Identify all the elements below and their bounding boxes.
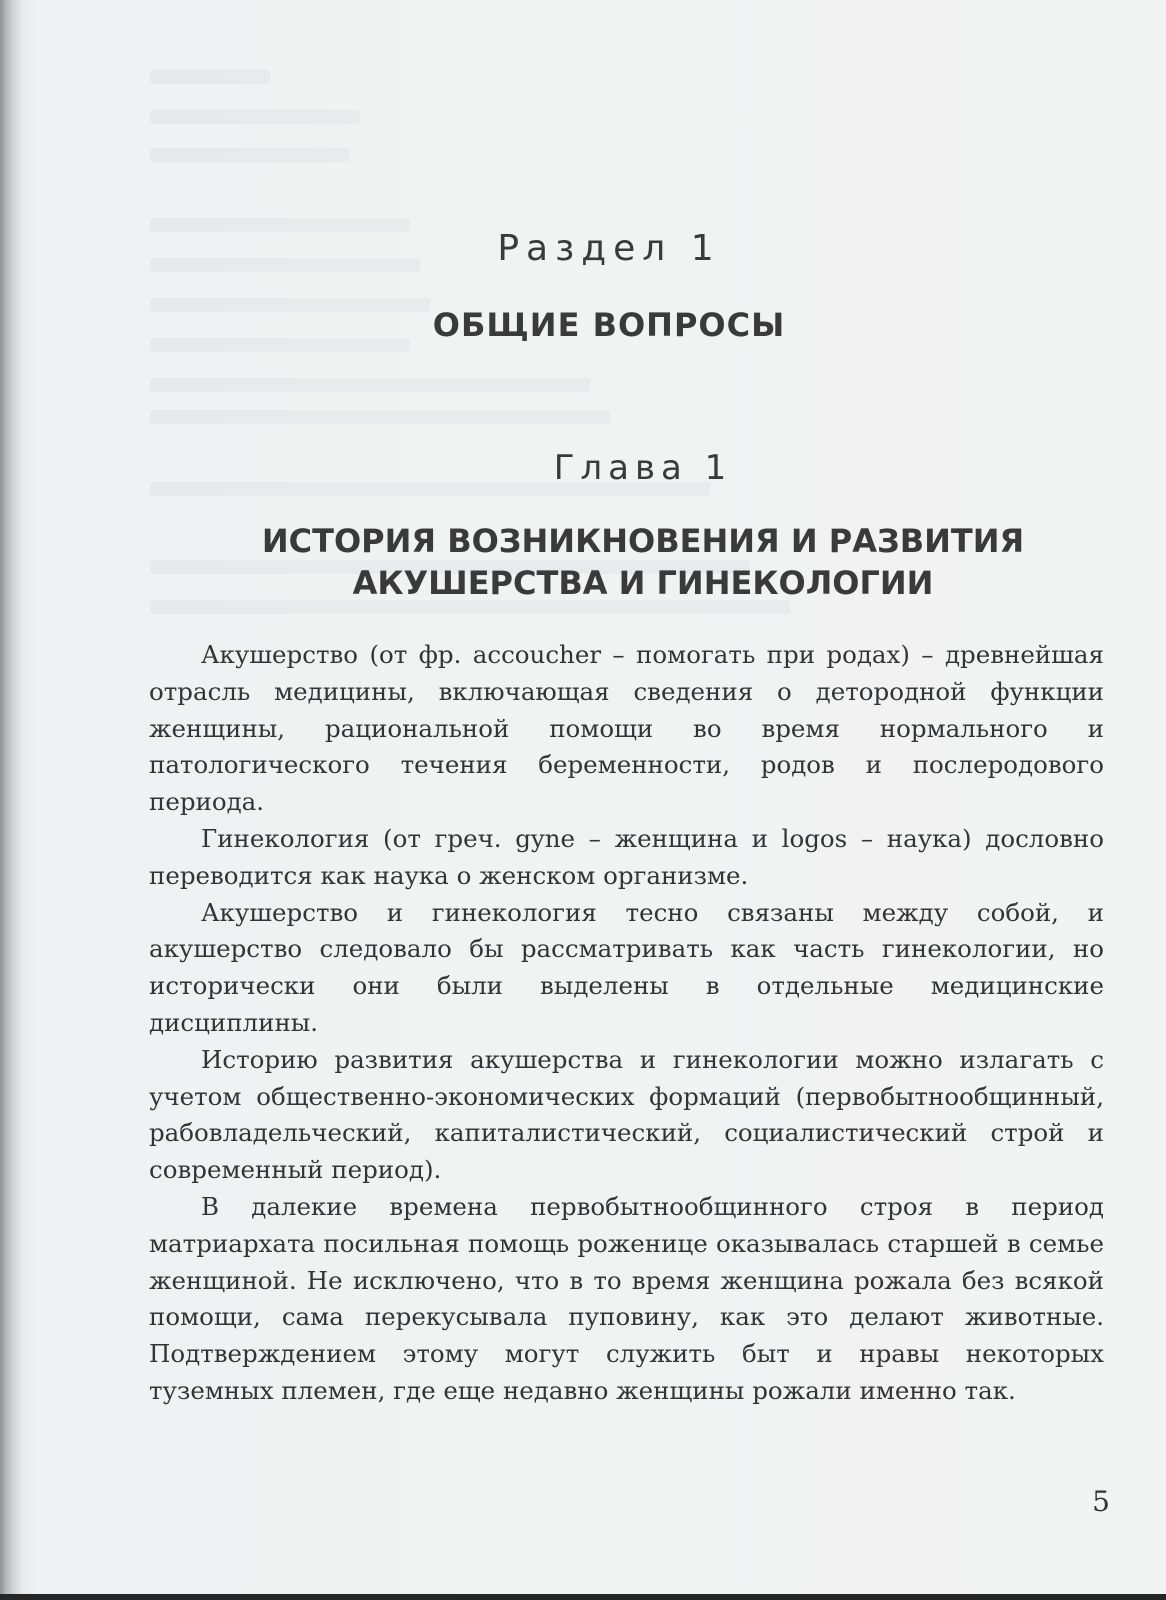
body-text: [149, 637, 1104, 1410]
binding-edge: [0, 0, 22, 1600]
paragraph: В далекие времена первобытнообщинного строя в период матриархата посильная помощь роженице оказывалась старшей в семье женщиной. Не исключено, что в то время женщина рожала без всякой помощи, сама перекусывала пуповину, как это делают животные. Подтверждением этому могут служить быт и нравы некоторых туземных племен, где еще недавно женщины рожали именно так.: [149, 1191, 1104, 1405]
paragraph: Акушерство и гинекология тесно связаны между собой, и акушерство следовало бы рассматривать как часть гинекологии, но исторически они были выделены в отдельные медицинские дисциплины.: [149, 897, 1104, 1037]
paragraph: Гинекология (от греч. gyne – женщина и logos – наука) дословно переводится как наука о женском организме.: [149, 823, 1104, 890]
chapter-title-line: ИСТОРИЯ ВОЗНИКНОВЕНИЯ И РАЗВИТИЯ: [261, 522, 1025, 560]
show-through: [150, 110, 360, 124]
show-through: [150, 70, 270, 84]
show-through: [150, 410, 610, 424]
section-title: ОБЩИЕ ВОПРОСЫ: [432, 306, 786, 344]
chapter-title-line: АКУШЕРСТВА И ГИНЕКОЛОГИИ: [352, 564, 934, 602]
paragraph: Акушерство (от фр. accoucher – помогать при родах) – древнейшая отрасль медицины, включающая сведения о детородной функции женщины, рациональной помощи во время нормального и патологического течения беременности, родов и послеродового периода.: [149, 640, 1104, 817]
show-through: [150, 378, 590, 392]
section-label: Раздел 1: [497, 228, 721, 269]
paragraph: Историю развития акушерства и гинекологии можно излагать с учетом общественно-экономических формаций (первобытнообщинный, рабовладельческий, капиталистический, социалистический строй и современный период).: [149, 1044, 1104, 1185]
chapter-title: [60, 520, 1166, 604]
page-number: 5: [1092, 1485, 1110, 1518]
chapter-label: Глава 1: [553, 448, 733, 488]
scan-bottom-edge: [0, 1594, 1166, 1600]
show-through: [150, 148, 350, 162]
